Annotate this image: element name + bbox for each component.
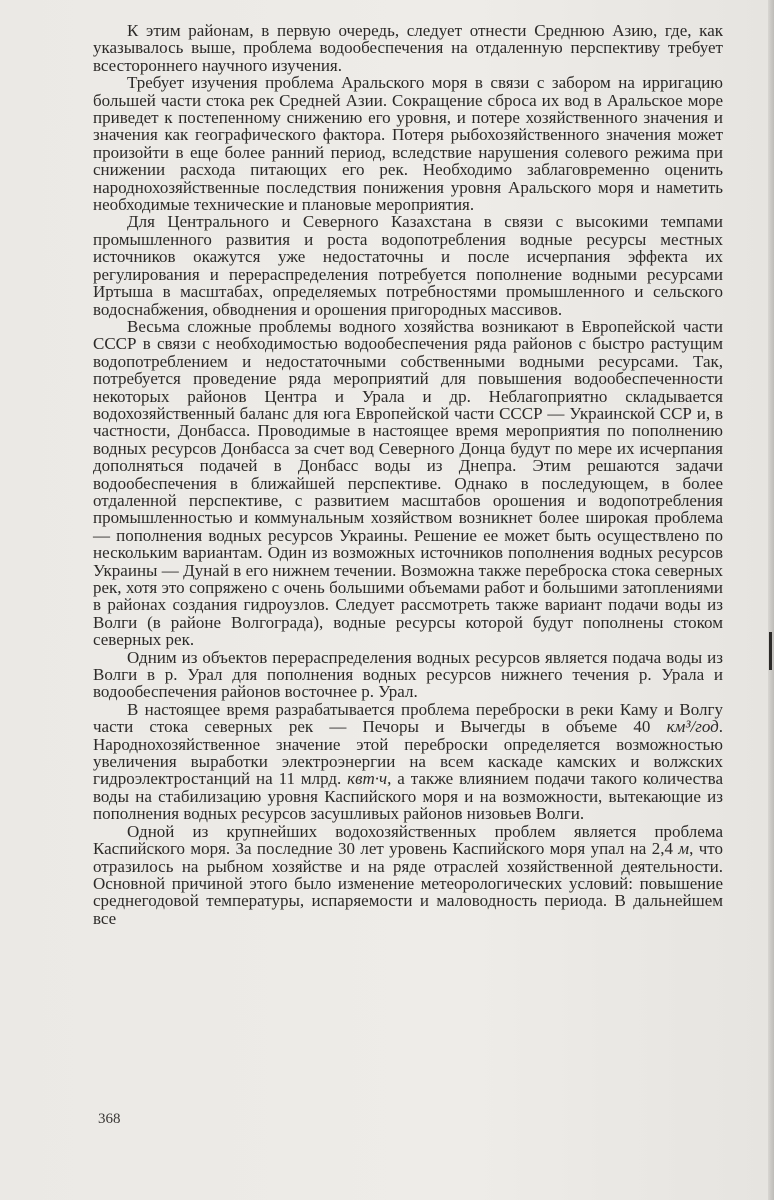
paragraph-6-text-2: . Народнохозяйственное значение этой переброски определяется возможностью увеличения выработки электроэнергии на всем каскаде камских и волжских гидроэлектростанций на 11 млрд. [93,717,723,789]
paragraph-6-text-3: , а также влиянием подачи такого количества воды на стабилизацию уровня Каспийского моря и на возможности, вытекающие из пополнения водных ресурсов засушливых районов низовьев Волги. [93,769,723,824]
paragraph-4: Весьма сложные проблемы водного хозяйства возникают в Европейской части СССР в связи с необходимостью водообеспечения ряда районов с быстро растущим водопотреблением и недостаточными собственными водными ресурсами. Так, потребуется проведение ряда мероприятий для повышения водообеспеченности некоторых районов Центра и Урала и др. Неблагоприятно складывается водохозяйственный баланс для юга Европейской части СССР — Украинской ССР и, в частности, Донбасса. Проводимые в настоящее время мероприятия по пополнению водных ресурсов Донбасса за счет вод Северного Донца будут по мере их исчерпания дополняться подачей в Донбасс воды из Днепра. Этим решаются задачи водообеспечения в ближайшей перспективе. Однако в последующем, в более отдаленной перспективе, с развитием масштабов орошения и водопотребления промышленностью и коммунальным хозяйством возникнет более широкая проблема — пополнения водных ресурсов Украины. Решение ее может быть осуществлено по нескольким вариантам. Один из возможных источников пополнения водных ресурсов Украины — Дунай в его нижнем течении. Возможна также переброска стока северных рек, хотя это сопряжено с очень большими объемами работ и большими затоплениями в районах создания гидроузлов. Следует рассмотреть также вариант подачи воды из Волги (в районе Волгограда), водные ресурсы которой будут пополнены стоком северных рек. [93,316,723,650]
paragraph-6-text-1: В настоящее время разрабатывается проблема переброски в реки Каму и Волгу части стока северных рек — Печоры и Вычегды в объеме 40 [93,699,723,737]
page-edge [768,0,774,1200]
paragraph-2: Требует изучения проблема Аральского моря в связи с забором на ирригацию большей части стока рек Средней Азии. Сокращение сброса их вод в Аральское море приведет к постепенному снижению его уровня, и потере хозяйственного значения и значения как географического фактора. Потеря рыбохозяйственного значения может произойти в еще более ранний период, вследствие нарушения солевого режима при снижении расхода питающих его рек. Необходимо заблаговременно оценить народнохозяйственные последствия понижения уровня Аральского моря и наметить необходимые технические и плановые мероприятия. [93,73,723,215]
edge-mark [769,632,772,670]
paragraph-6 [93,701,723,823]
unit-meters: м [678,839,690,859]
paragraph-5: Одним из объектов перераспределения водных ресурсов является подача воды из Волги в р. Урал для пополнения водных ресурсов нижнего течения р. Урала и водообеспечения районов восточнее р. Урал. [93,647,723,702]
page-text [93,22,723,927]
unit-km3-per-year: км³/год [666,717,719,737]
paragraph-7-text-2: , что отразилось на рыбном хозяйстве и на ряде отраслей хозяйственной деятельности. Основной причиной этого было изменение метеорологических условий: повышение среднегодовой температуры, испаряемости и маловодность периода. В дальнейшем все [93,839,723,928]
page-number: 368 [98,1111,121,1127]
paragraph-1: К этим районам, в первую очередь, следует отнести Среднюю Азию, где, как указывалось выше, проблема водообеспечения на отдаленную перспективу требует всестороннего научного изучения. [93,21,723,75]
paragraph-7 [93,823,723,927]
paragraph-3: Для Центрального и Северного Казахстана в связи с высокими темпами промышленного развития и роста водопотребления водные ресурсы местных источников окажутся уже недостаточны и после исчерпания эффекта их регулирования и перераспределения потребуется пополнение водными ресурсами Иртыша в масштабах, определяемых потребностями промышленного и сельского водоснабжения, обводнения и орошения пригородных массивов. [93,212,723,319]
paragraph-7-text-1: Одной из крупнейших водохозяйственных проблем является проблема Каспийского моря. За последние 30 лет уровень Каспийского моря упал на 2,4 [93,821,723,859]
unit-kwh: квт·ч [347,769,388,789]
